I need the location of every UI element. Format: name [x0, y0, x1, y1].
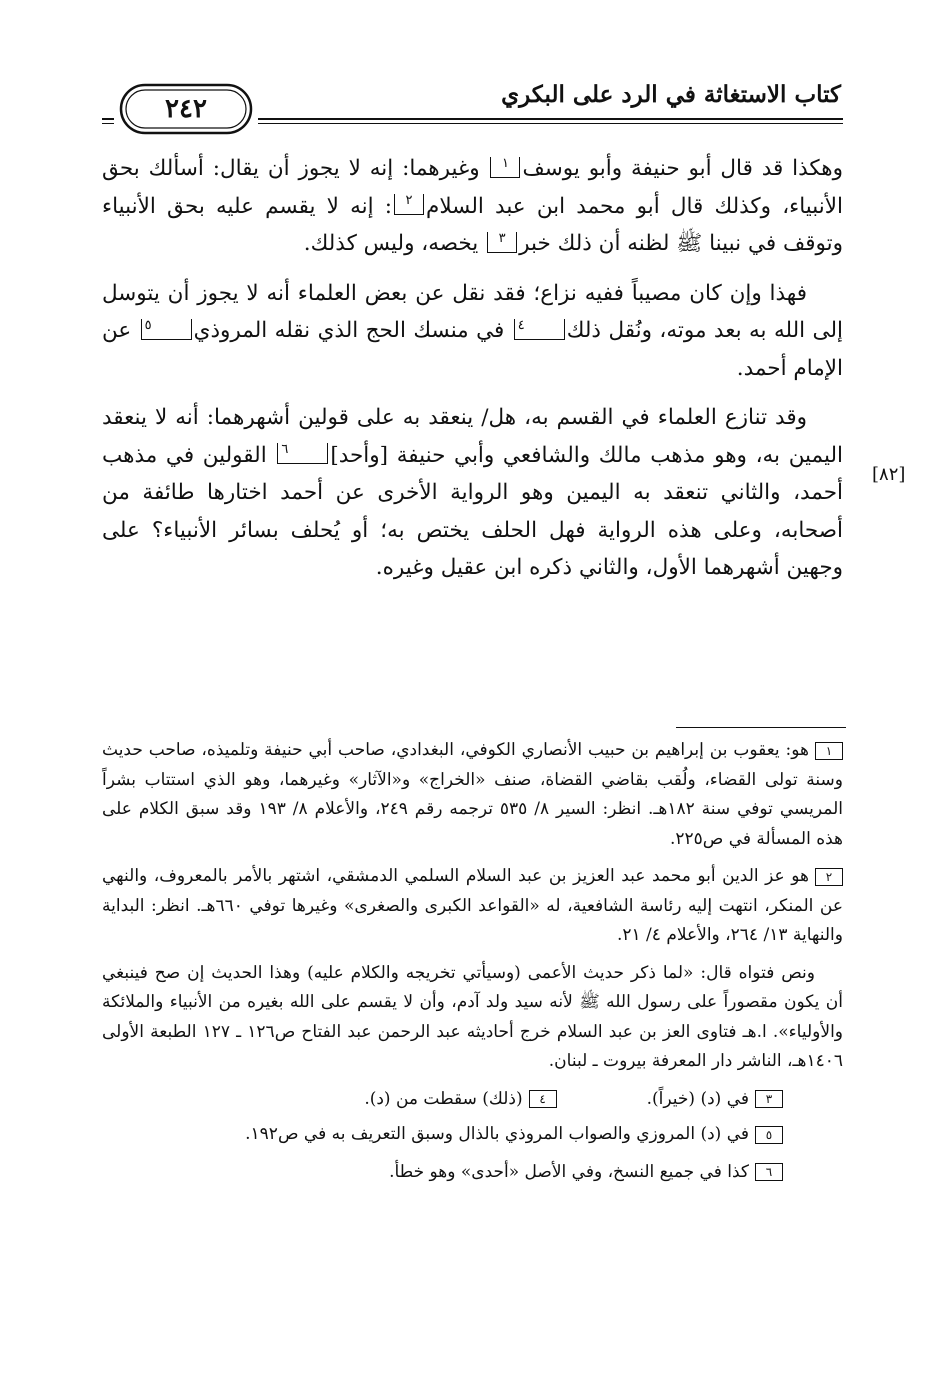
footnote-2-continuation: ونص فتواه قال: «لما ذكر حديث الأعمى (وسيأتي تخريجه والكلام عليه) وهذا الحديث إن صح فينبغي أن يكون مقصوراً على رسول الله ﷺ لأنه سيد ولد آدم، وأن لا يقسم على الله بغيره من الأنبياء والملائكة والأولياء». ا.هـ فتاوى العز بن عبد السلام خرج أحاديثه عبد الرحمن عبد الفتاح ص١٢٦ ـ ١٢٧ الطبعة الأولى ١٤٠٦هـ، الناشر دار المعرفة بيروت ـ لبنان. [102, 962, 844, 1071]
footnote-1 [102, 736, 843, 854]
footnote-ref-5[interactable]: ٥ [141, 319, 192, 340]
footnote-5 [102, 1120, 843, 1150]
footnote-ref-3[interactable]: ٣ [487, 232, 517, 253]
footnote-ref-6[interactable]: ٦ [277, 443, 328, 464]
footnote-number: ٢ [815, 868, 843, 886]
text-run: عن الإمام أحمد. [102, 318, 843, 381]
footnote-number: ٤ [529, 1090, 557, 1108]
footnote-text: هو: يعقوب بن إبراهيم بن حبيب الأنصاري الكوفي، البغدادي، صاحب أبي حنيفة وتلميذه، صاحب حديث وسنة تولى القضاء، ولُقب بقاضي القضاة، صنف «الخراج» و«الآثار» وغيرهما، وهو الذي استتاب بشراً المريسي توفي سنة ١٨٢هـ. انظر: السير ٨/ ٥٣٥ ترجمه رقم ٢٤٩، والأعلام ٨/ ١٩٣ وقد سبق الكلام على هذه المسألة في ص٢٢٥. [102, 740, 844, 849]
footnote-6 [102, 1158, 843, 1188]
text-run: وغيرهما: إنه لا يجوز أن يقال: أسألك بحق الأنبياء، وكذلك قال أبو محمد ابن عبد السلام [102, 156, 844, 219]
text-run: وقد تنازع العلماء في القسم به، هل/ ينعقد به على قولين أشهرهما: أنه لا ينعقد اليمين به، وهو مذهب مالك والشافعي وأبي حنيفة [وأحد] [102, 405, 843, 468]
footnote-3 [647, 1085, 783, 1115]
footnote-text: في (د) المروزي والصواب المروذي بالذال وسبق التعريف به في ص١٩٢. [245, 1124, 749, 1144]
text-run: : إنه لا يقسم عليه بحق الأنبياء وتوقف في نبينا ﷺ لظنه أن ذلك خبر [102, 193, 843, 256]
header-rule-left-top [102, 118, 114, 120]
footnote-4 [364, 1085, 556, 1115]
footnote-ref-4[interactable]: ٤ [514, 319, 565, 340]
footnote-2 [102, 862, 843, 951]
footnote-number: ١ [815, 742, 843, 760]
header-rule-right-top [258, 118, 843, 120]
page-number-frame [118, 82, 254, 136]
paragraph-1 [102, 150, 843, 263]
footnote-ref-2[interactable]: ٢ [394, 194, 424, 215]
text-run: في منسك الحج الذي نقله المروذي [193, 318, 512, 343]
footnote-text: في (د) (خيراً). [646, 1088, 749, 1109]
footnote-row-3-4 [102, 1085, 843, 1115]
paragraph-3 [102, 399, 843, 587]
footnotes [102, 736, 843, 1195]
header-rule-right-bottom [258, 123, 843, 124]
text-run: القولين في مذهب أحمد، والثاني تنعقد به اليمين وهو الرواية الأخرى عن أحمد اختارها طائفة من أصحابه، وعلى هذه الرواية فهل الحلف يختص به؛ أو يُحلف بسائر الأنبياء؟ على وجهين أشهرهما الأول، والثاني ذكره ابن عقيل وغيره. [102, 442, 843, 580]
footnote-text: كذا في جميع النسخ، وفي الأصل «أحدى» وهو خطأ. [389, 1161, 749, 1182]
main-text [102, 150, 843, 599]
footnote-number: ٣ [755, 1090, 783, 1108]
footnote-ref-1[interactable]: ١ [490, 157, 520, 178]
text-run: فهذا وإن كان مصيباً ففيه نزاع؛ فقد نقل عن بعض العلماء أنه لا يجوز أن يتوسل إلى الله به بعد موته، ونُقل ذلك [102, 280, 843, 343]
header-rule-left-bottom [102, 123, 114, 124]
paragraph-2 [102, 275, 843, 388]
footnote-text: هو عز الدين أبو محمد عبد العزيز بن عبد السلام السلمي الدمشقي، اشتهر بالأمر بالمعروف، والنهي عن المنكر، انتهت إليه رئاسة الشافعية، له «القواعد الكبرى والصغرى» وغيرها توفي ٦٦٠هـ. انظر: البداية والنهاية ١٣/ ٢٦٤، والأعلام ٤/ ٢١. [102, 866, 843, 945]
text-run: يخصه، وليس كذلك. [303, 231, 486, 256]
footnote-number: ٥ [755, 1126, 783, 1144]
running-title: كتاب الاستغاثة في الرد على البكري [501, 81, 841, 108]
footnote-separator [676, 727, 846, 728]
manuscript-page-ref: [٨٢] [872, 464, 906, 485]
page-number: ٢٤٢ [165, 94, 207, 124]
footnote-text: (ذلك) سقطت من (د). [364, 1088, 523, 1109]
footnote-number: ٦ [755, 1163, 783, 1181]
text-run: وهكذا قد قال أبو حنيفة وأبو يوسف [522, 156, 843, 181]
